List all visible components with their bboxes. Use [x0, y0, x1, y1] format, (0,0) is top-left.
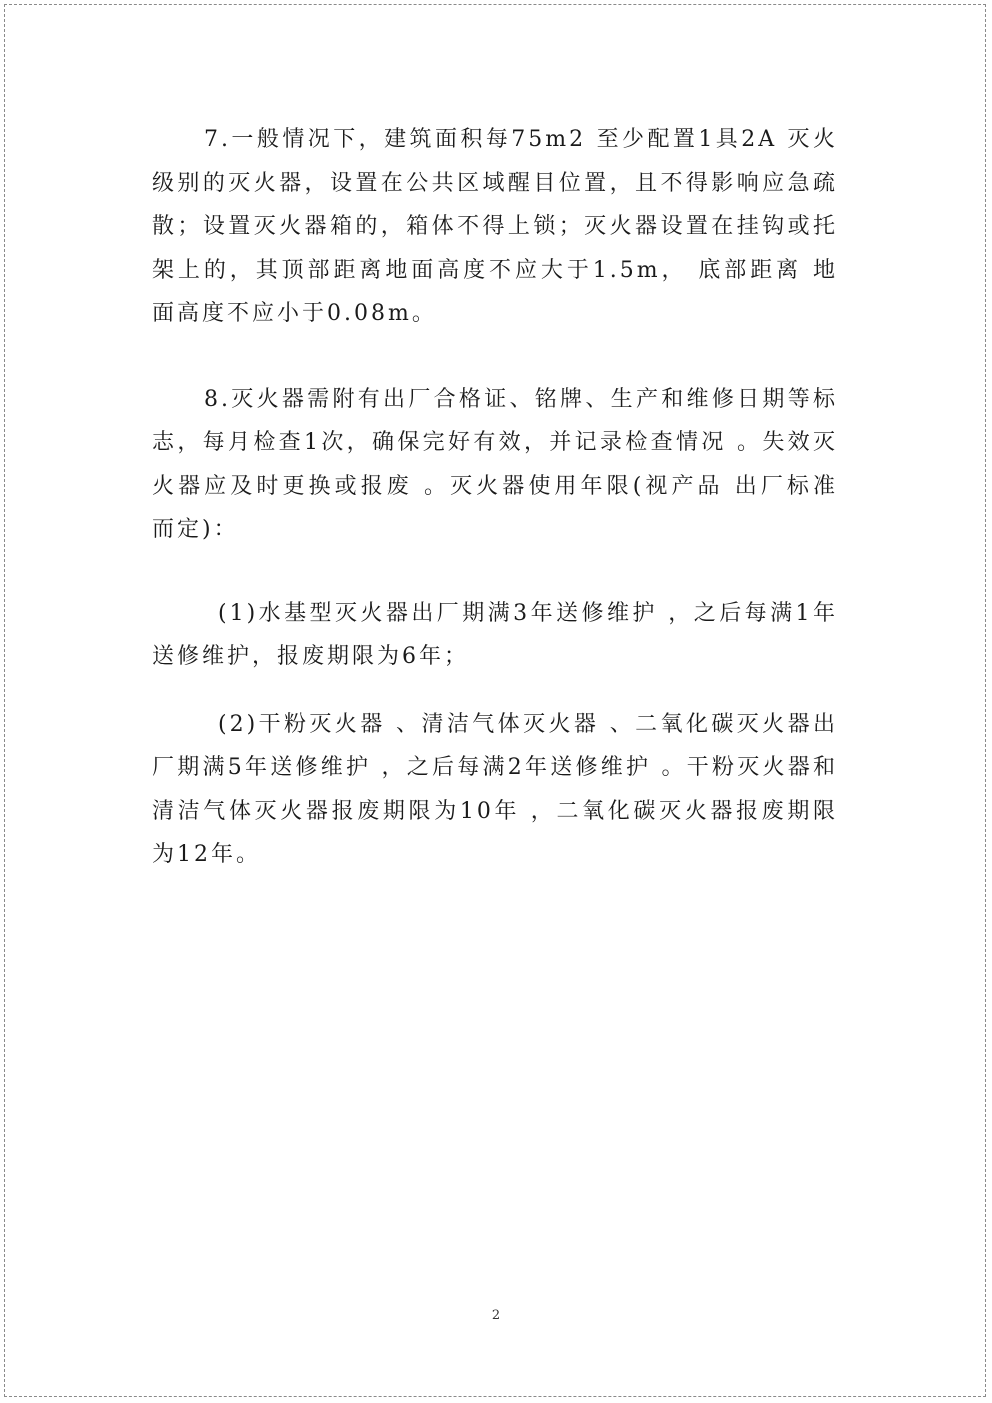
- document-body: [152, 118, 838, 877]
- sub-item-1: (1)水基型灭火器出厂期满3年送修维护 ，之后每满1年送修维护，报废期限为6年；: [152, 600, 838, 669]
- paragraph-item-8: 8.灭火器需附有出厂合格证、铭牌、生产和维修日期等标志，每月检查1次，确保完好有效，并记录检查情况 。失效灭火器应及时更换或报废 。灭火器使用年限(视产品 出厂标准 而定)：: [152, 386, 838, 542]
- page-number: 2: [491, 1308, 501, 1323]
- sub-item-2: (2)干粉灭火器 、清洁气体灭火器 、二氧化碳灭火器出厂期满5年送修维护 ，之后每满2年送修维护 。干粉灭火器和清洁气体灭火器报废期限为10年 ，二氧化碳灭火器报废期限为12年。: [152, 711, 838, 867]
- paragraph-item-7: 7.一般情况下，建筑面积每75m2 至少配置1具2A 灭火级别的灭火器，设置在公共区域醒目位置，且不得影响应急疏散；设置灭火器箱的，箱体不得上锁；灭火器设置在挂钩或托架上的，其顶部距离地面高度不应大于1.5m， 底部距离 地面高度不应小于0.08m。: [152, 127, 838, 326]
- paragraph-gap: [152, 336, 838, 378]
- paragraph-gap: [152, 552, 838, 592]
- paragraph-gap: [152, 679, 838, 703]
